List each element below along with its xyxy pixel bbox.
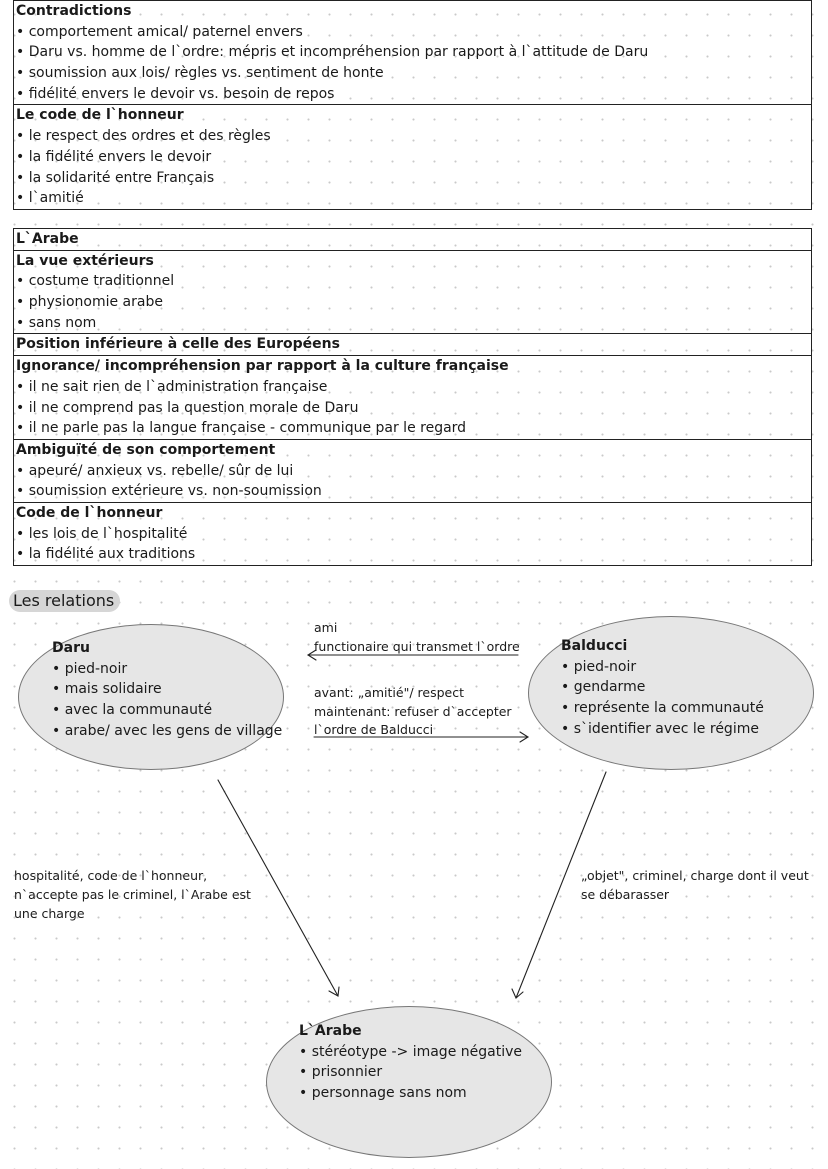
node-item: • personnage sans nom	[299, 1083, 522, 1104]
section-heading: Ignorance/ incompréhension par rapport à la culture française	[16, 358, 509, 375]
list-item: • soumission aux lois/ règles vs. sentiment de honte	[14, 63, 811, 84]
section-heading: Le code de l`honneur	[16, 107, 184, 124]
list-item: • la fidélité envers le devoir	[14, 147, 811, 168]
node-title: L`Arabe	[299, 1023, 362, 1039]
node-item: • avec la communauté	[52, 700, 282, 721]
list-item: • costume traditionnel	[14, 271, 811, 292]
box-title: L`Arabe	[16, 231, 79, 247]
list-item: • apeuré/ anxieux vs. rebelle/ sûr de lui	[14, 461, 811, 482]
node-item: • prisonnier	[299, 1062, 522, 1083]
list-item: • fidélité envers le devoir vs. besoin de repos	[14, 84, 811, 105]
edge-label-ami: ami	[314, 620, 338, 635]
edge-label-maintenant: maintenant: refuser d`accepter	[314, 704, 512, 719]
list-item: • physionomie arabe	[14, 292, 811, 313]
arrow-balducci-to-daru	[308, 650, 518, 660]
edge-label-left-3: une charge	[14, 906, 85, 921]
edge-label-right-2: se débarasser	[581, 887, 670, 902]
section-heading: Contradictions	[16, 3, 132, 19]
node-item: • pied-noir	[561, 657, 764, 678]
node-item: • pied-noir	[52, 659, 282, 680]
node-item: • s`identifier avec le régime	[561, 719, 764, 740]
list-item: • comportement amical/ paternel envers	[14, 22, 811, 43]
list-item: • la solidarité entre Français	[14, 168, 811, 189]
arrow-daru-to-arabe	[218, 780, 339, 996]
edge-label-ordre: l`ordre de Balducci	[314, 722, 434, 737]
node-item: • arabe/ avec les gens de village	[52, 721, 282, 742]
list-item: • soumission extérieure vs. non-soumission	[14, 481, 811, 502]
list-item: • sans nom	[14, 313, 811, 334]
arrow-balducci-to-arabe	[512, 772, 606, 998]
edge-label-avant: avant: „amitié"/ respect	[314, 685, 464, 700]
edge-label-right-1: „objet", criminel, charge dont il veut	[581, 868, 809, 883]
list-item: • l`amitié	[14, 188, 811, 209]
section-heading: Position inférieure à celle des Européens	[16, 336, 340, 353]
list-item: • il ne sait rien de l`administration française	[14, 377, 811, 398]
list-item: • il ne parle pas la langue française - communique par le regard	[14, 418, 811, 439]
section-heading: Ambiguïté de son comportement	[16, 441, 276, 458]
arrow-daru-to-balducci	[314, 732, 528, 742]
node-item: • mais solidaire	[52, 679, 282, 700]
relations-title: Les relations	[9, 590, 120, 612]
section-heading: La vue extérieurs	[16, 252, 154, 269]
node-item: • représente la communauté	[561, 698, 764, 719]
list-item: • les lois de l`hospitalité	[14, 524, 811, 545]
node-title: Balducci	[561, 638, 628, 654]
list-item: • le respect des ordres et des règles	[14, 126, 811, 147]
section-heading: Code de l`honneur	[16, 504, 163, 521]
node-item: • gendarme	[561, 677, 764, 698]
list-item: • il ne comprend pas la question morale de Daru	[14, 398, 811, 419]
node-item: • stéréotype -> image négative	[299, 1042, 522, 1063]
edge-label-left-1: hospitalité, code de l`honneur,	[14, 868, 208, 883]
list-item: • la fidélité aux traditions	[14, 544, 811, 565]
list-item: • Daru vs. homme de l`ordre: mépris et incompréhension par rapport à l`attitude de Daru	[14, 42, 811, 63]
node-title: Daru	[52, 640, 90, 656]
edge-label-functionaire: functionaire qui transmet l`ordre	[314, 639, 520, 654]
edge-label-left-2: n`accepte pas le criminel, l`Arabe est	[14, 887, 251, 902]
